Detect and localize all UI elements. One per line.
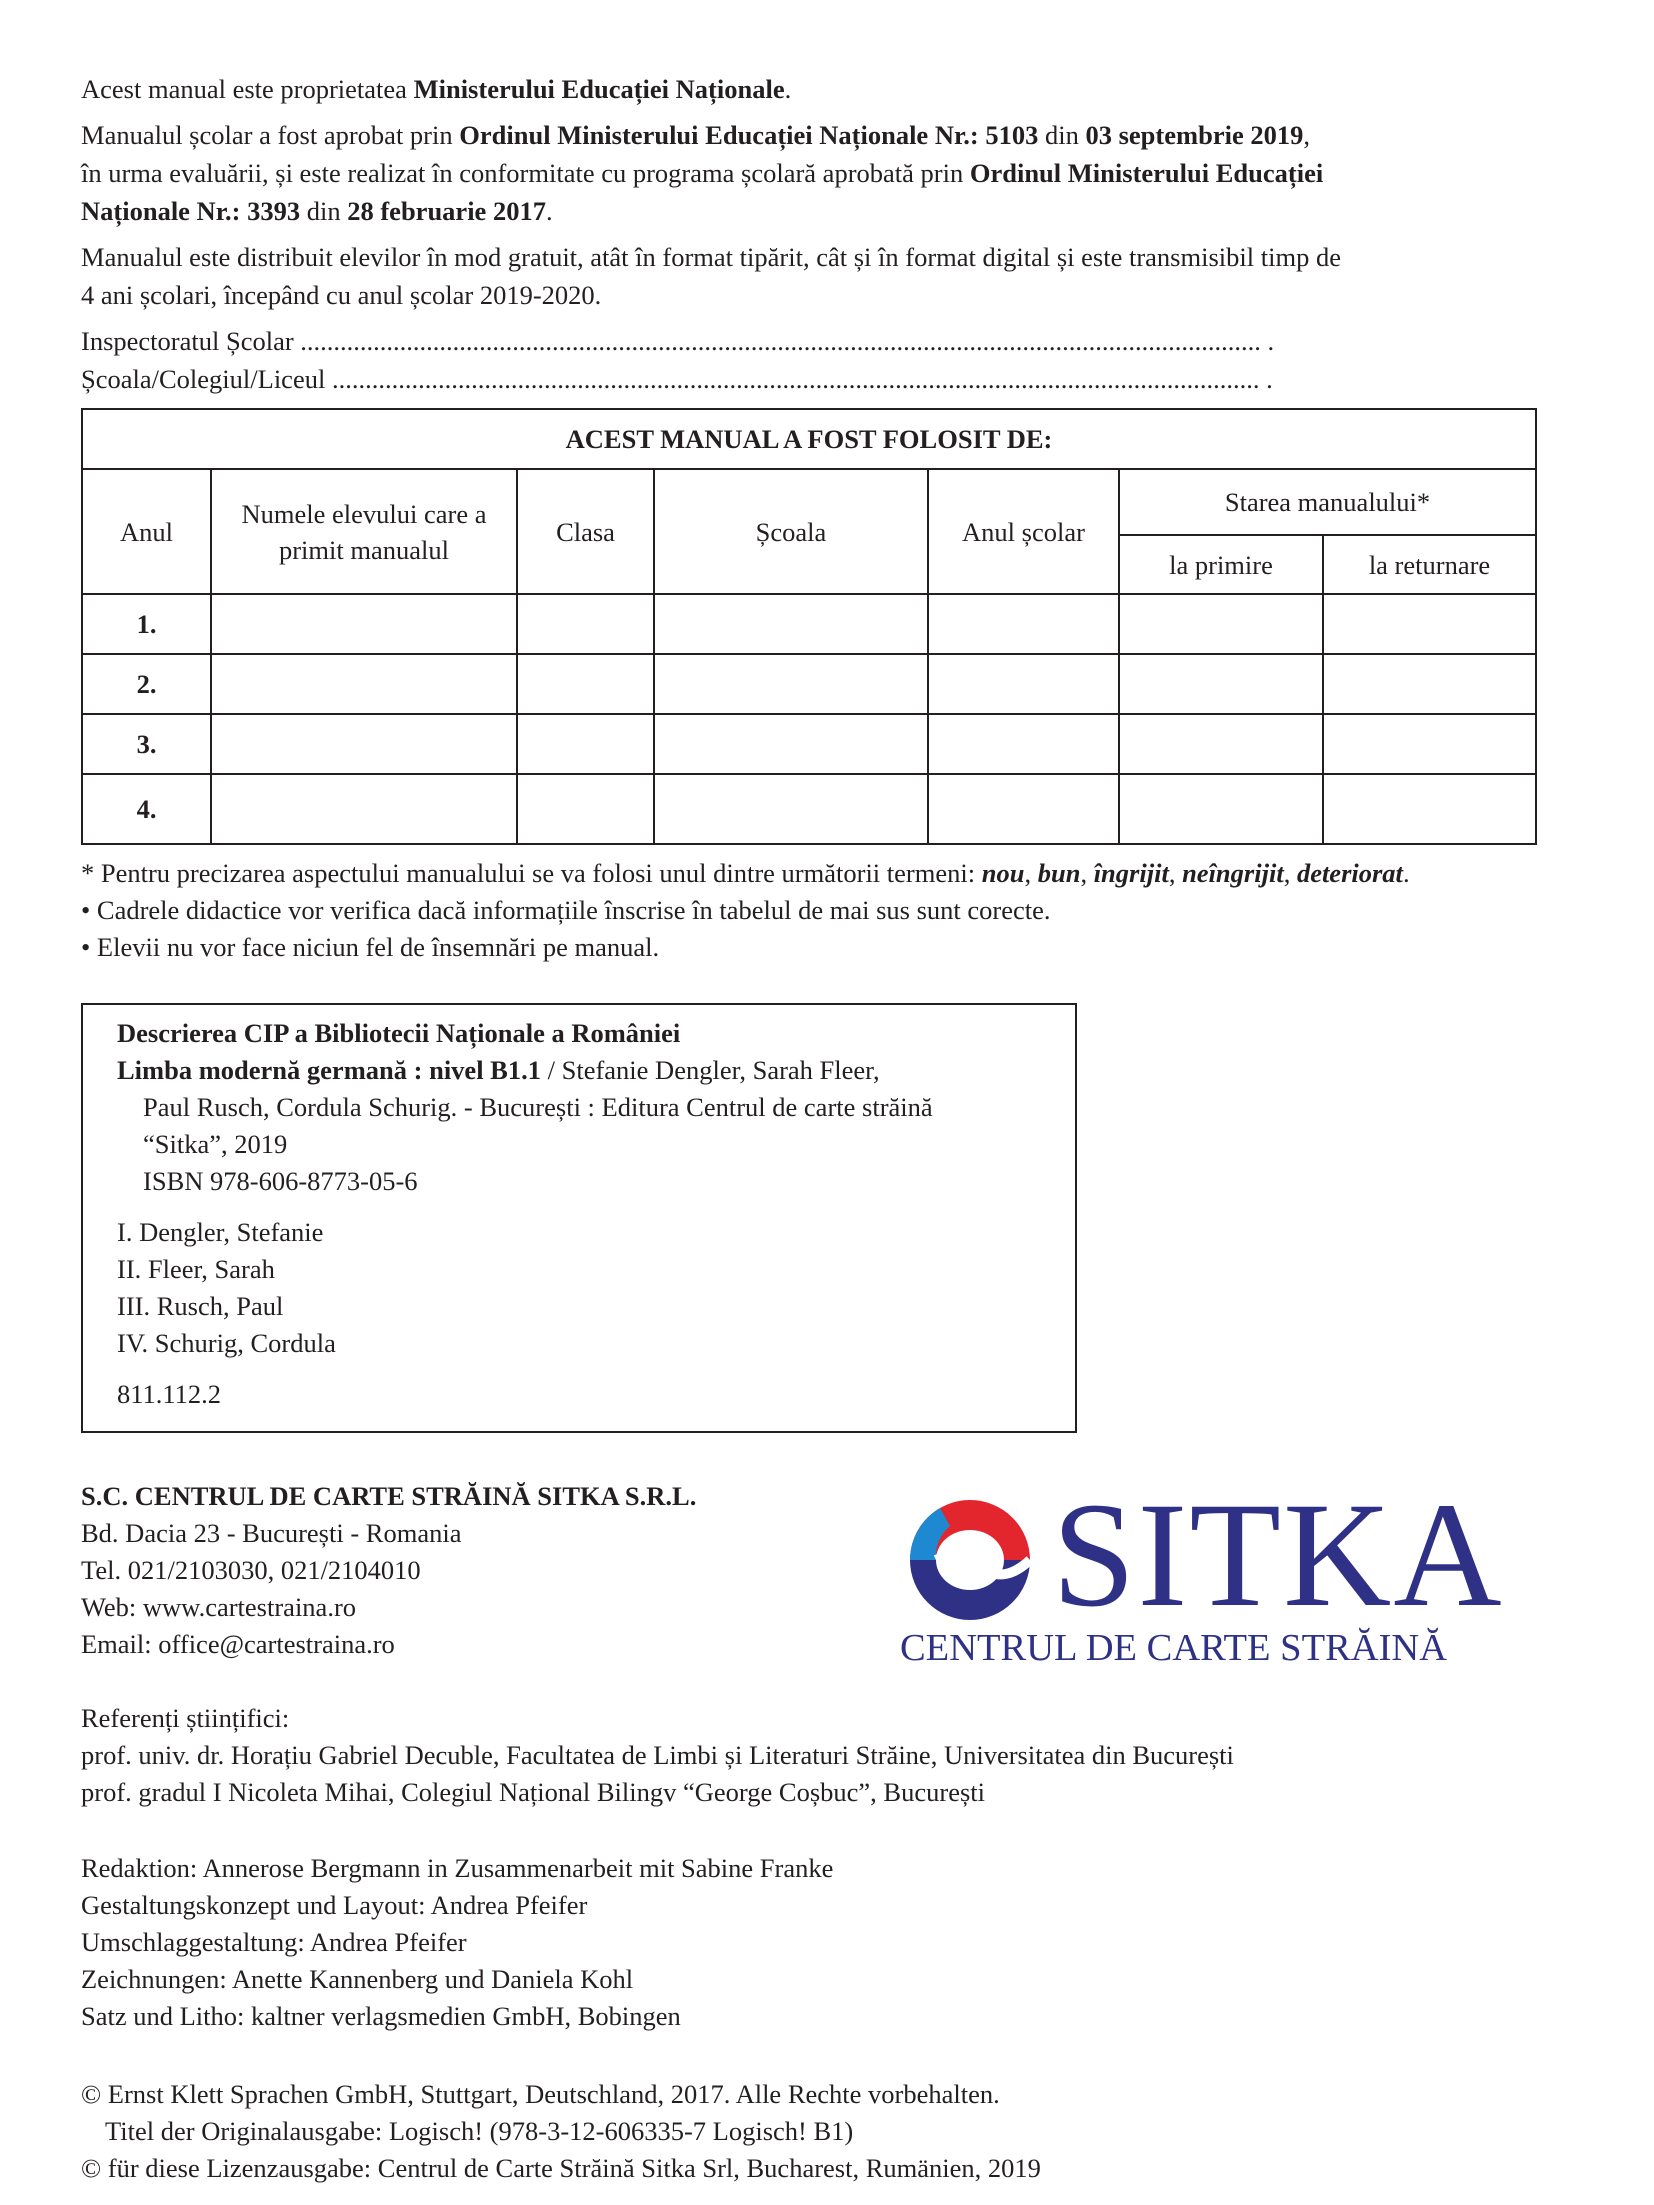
referees-section	[81, 1700, 1234, 1811]
cip-line: “Sitka”, 2019	[143, 1129, 288, 1159]
school-field: Școala/Colegiul/Liceul ............................................................................................................................................ .	[81, 364, 1273, 394]
cip-line: Paul Rusch, Cordula Schurig. - București : Editura Centrul de carte străină	[143, 1092, 933, 1122]
referees-heading: Referenți științifici:	[81, 1703, 290, 1733]
license-line: © für diese Lizenzausgabe: Centrul de Carte Străină Sitka Srl, Bucharest, Rumänien, 2019	[81, 2153, 1041, 2183]
cip-author: III. Rusch, Paul	[117, 1291, 284, 1321]
cip-box	[81, 1003, 1077, 1433]
credit-line: Redaktion: Annerose Bergmann in Zusammenarbeit mit Sabine Franke	[81, 1853, 834, 1883]
distribution-statement: Manualul este distribuit elevilor în mod gratuit, atât în format tipărit, cât și în format digital și este transmisibil timp de 4 ani școlari, începând cu anul școlar 2019-2020.	[81, 242, 1341, 310]
cip-code: 811.112.2	[117, 1379, 222, 1409]
publisher-info	[81, 1478, 696, 1663]
table-notes	[81, 855, 1621, 966]
cip-author: II. Fleer, Sarah	[117, 1254, 275, 1284]
table-title: ACEST MANUAL A FOST FOLOSIT DE:	[565, 424, 1053, 454]
students-note: • Elevii nu vor face niciun fel de însemnări pe manual.	[81, 932, 660, 962]
teachers-note: • Cadrele didactice vor verifica dacă informațiile înscrise în tabelul de mai sus sunt corecte.	[81, 895, 1051, 925]
intro-section	[81, 70, 1601, 398]
publisher-address: Bd. Dacia 23 - București - Romania	[81, 1518, 462, 1548]
header-on-receipt: la primire	[1169, 549, 1273, 580]
referee: prof. univ. dr. Horațiu Gabriel Decuble, Facultatea de Limbi și Literaturi Străine, Universitatea din București	[81, 1740, 1234, 1770]
credits-section	[81, 1850, 833, 2035]
copyright-section	[81, 2076, 1041, 2187]
publisher-email: Email: office@cartestraina.ro	[81, 1629, 395, 1659]
cip-author: I. Dengler, Stefanie	[117, 1217, 324, 1247]
header-condition: Starea manualului*	[1224, 487, 1431, 517]
publisher-web: Web: www.cartestraina.ro	[81, 1592, 357, 1622]
header-scoala: Școala	[755, 516, 827, 547]
publisher-phone: Tel. 021/2103030, 021/2104010	[81, 1555, 421, 1585]
referee: prof. gradul I Nicoleta Mihai, Colegiul Național Bilingv “George Coșbuc”, București	[81, 1777, 985, 1807]
table-row-number: 1.	[136, 609, 157, 639]
cip-heading: Descrierea CIP a Bibliotecii Naționale a României	[117, 1018, 681, 1048]
header-anul: Anul	[120, 516, 173, 547]
table-row-number: 3.	[136, 729, 157, 759]
approval-statement: Manualul școlar a fost aprobat prin Ordinul Ministerului Educației Naționale Nr.: 5103 din 03 septembrie 2019, în urma evaluării, și este realizat în conformitate cu programa școlară aprobată prin Ordinul Ministerului Educației Naționale Nr.: 3393 din 28 februarie 2017.	[81, 120, 1324, 226]
usage-table	[81, 408, 1537, 845]
logo-wordmark: SITKA	[1052, 1472, 1504, 1638]
header-clasa: Clasa	[556, 516, 615, 547]
ownership-statement: Acest manual este proprietatea Ministerului Educației Naționale.	[81, 74, 792, 104]
table-row-number: 4.	[136, 794, 157, 824]
header-student-name: Numele elevului care a primit manualul	[241, 498, 487, 565]
copyright-line: © Ernst Klett Sprachen GmbH, Stuttgart, Deutschland, 2017. Alle Rechte vorbehalten.	[81, 2079, 1000, 2109]
sitka-logo	[900, 1472, 1510, 1690]
cip-author: IV. Schurig, Cordula	[117, 1328, 336, 1358]
header-school-year: Anul școlar	[962, 516, 1085, 547]
credit-line: Gestaltungskonzept und Layout: Andrea Pfeifer	[81, 1890, 588, 1920]
original-title-line: Titel der Originalausgabe: Logisch! (978-3-12-606335-7 Logisch! B1)	[105, 2116, 854, 2146]
publisher-name: S.C. CENTRUL DE CARTE STRĂINĂ SITKA S.R.L.	[81, 1481, 697, 1511]
cip-isbn: ISBN 978-606-8773-05-6	[143, 1166, 418, 1196]
cip-title-line: Limba modernă germană : nivel B1.1 / Stefanie Dengler, Sarah Fleer,	[117, 1055, 880, 1085]
logo-subtitle: CENTRUL DE CARTE STRĂINĂ	[900, 1627, 1448, 1669]
table-row-number: 2.	[136, 669, 157, 699]
credit-line: Umschlaggestaltung: Andrea Pfeifer	[81, 1927, 467, 1957]
credit-line: Zeichnungen: Anette Kannenberg und Daniela Kohl	[81, 1964, 634, 1994]
condition-terms-note: * Pentru precizarea aspectului manualului se va folosi unul dintre următorii termeni: nou, bun, îngrijit, neîngrijit, deteriorat.	[81, 858, 1410, 888]
inspectorat-field: Inspectoratul Școlar ................................................................................................................................................. .	[81, 326, 1275, 356]
header-on-return: la returnare	[1368, 549, 1491, 580]
credit-line: Satz und Litho: kaltner verlagsmedien GmbH, Bobingen	[81, 2001, 681, 2031]
sitka-swirl-icon	[900, 1490, 1040, 1630]
